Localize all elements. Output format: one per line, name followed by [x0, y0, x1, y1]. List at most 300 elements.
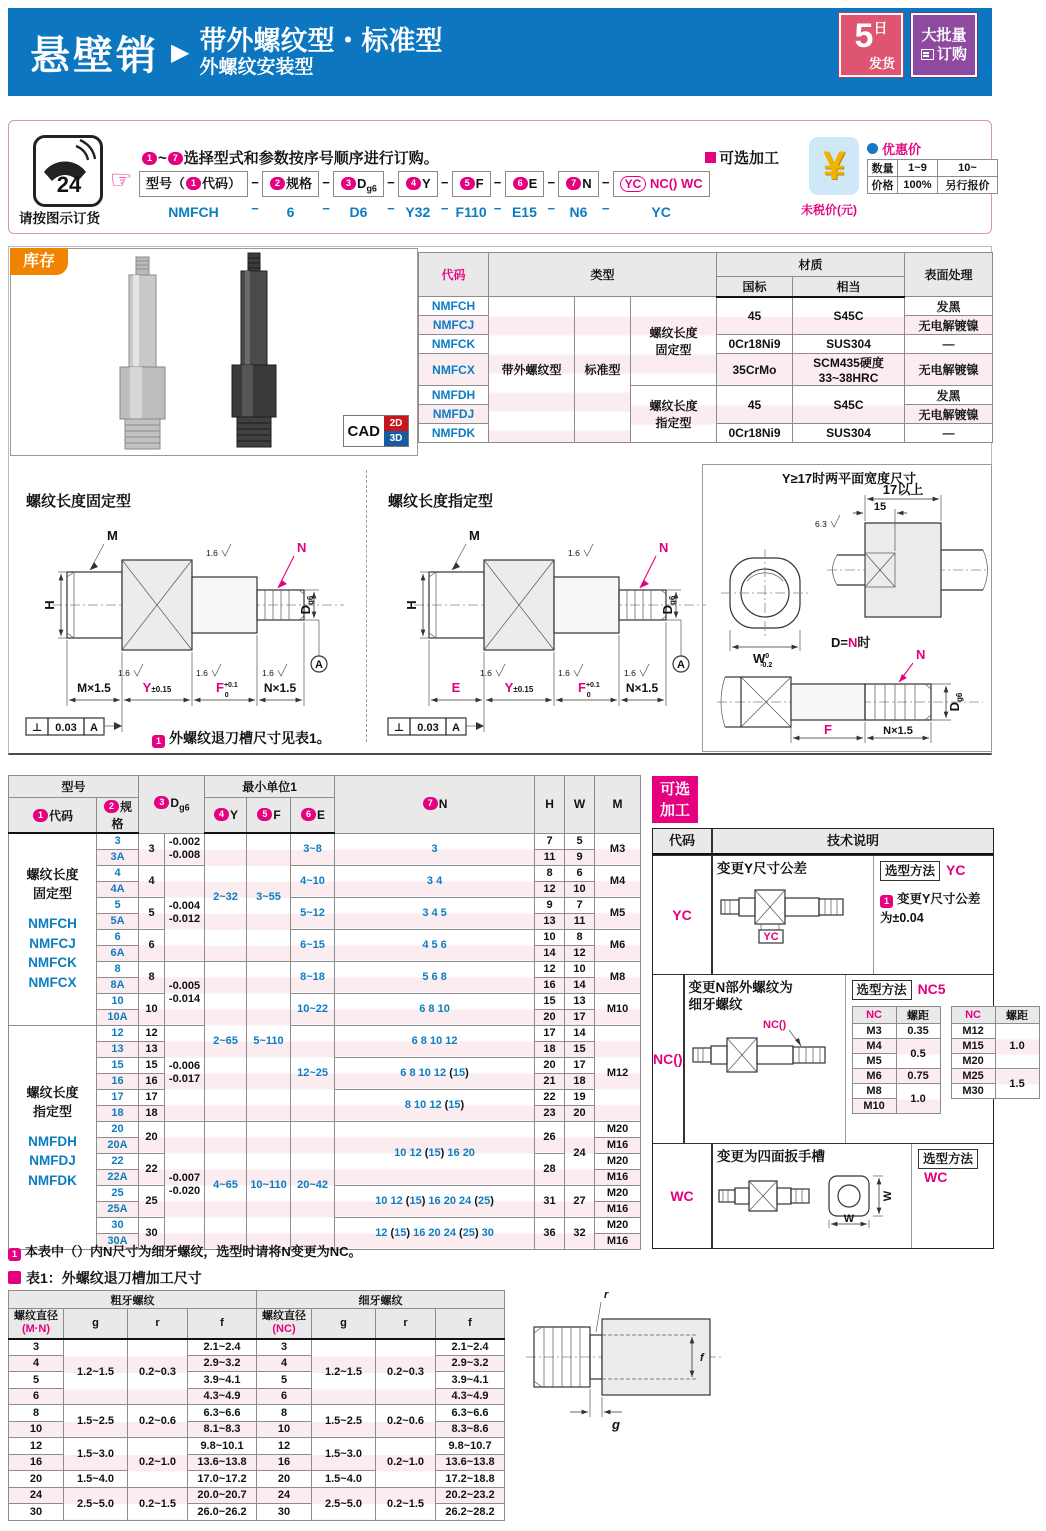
table-cell: 螺纹长度 指定型 NMFDH NMFDJ NMFDK [9, 1025, 97, 1249]
table-cell: M5 [852, 1054, 896, 1069]
table-cell: 0.2~1.5 [376, 1487, 436, 1520]
table-cell: 10 [139, 993, 165, 1025]
optional-badge: 可选 加工 [652, 776, 698, 823]
svg-text:Y≥17时两平面宽度尺寸: Y≥17时两平面宽度尺寸 [781, 471, 917, 486]
table-cell: 16 [97, 1073, 139, 1089]
spec-table [8, 775, 641, 1250]
table-cell: 6 8 10 [335, 993, 535, 1025]
table-cell: 6 8 10 12 [335, 1025, 535, 1057]
table-cell: 12~25 [291, 1025, 335, 1121]
table-cell: 0.2~1.5 [128, 1487, 188, 1520]
table-cell: 8A [97, 977, 139, 993]
table-cell: 8.3~8.6 [436, 1421, 505, 1438]
table-cell: 0.2~0.6 [128, 1405, 188, 1438]
table-cell: 2.5~5.0 [312, 1487, 376, 1520]
svg-text:A: A [90, 722, 98, 734]
column-header: 4 Y [205, 798, 247, 834]
nc-wc-options: NC() WC [649, 176, 703, 191]
table-cell: 20 [565, 1105, 595, 1121]
table-cell: 32 [565, 1217, 595, 1249]
table-cell: 45 [717, 297, 793, 335]
svg-text:Dg6: $D_{g6}$ [947, 692, 964, 712]
circled-number: 1 [142, 152, 157, 165]
code-example: N6 [569, 204, 588, 220]
table1 [8, 1290, 505, 1521]
table-cell: 17.2~18.8 [436, 1471, 505, 1488]
table-cell: 18 [565, 1073, 595, 1089]
table-cell: M4 [595, 865, 641, 897]
table-cell: M20 [595, 1217, 641, 1233]
order-instruction: 1 ~ 7 选择型式和参数按序号顺序进行订购。 [141, 147, 439, 168]
table-cell: M16 [595, 1169, 641, 1185]
circled-number: 2 [270, 177, 285, 190]
table-cell: 20 [535, 1057, 565, 1073]
column-header: 螺距 [896, 1007, 940, 1024]
svg-text:Dg6: $D_{g6}$ [298, 595, 315, 615]
dash-separator: − − [322, 175, 330, 216]
table-cell: 12 [97, 1025, 139, 1041]
table-cell: 9 [565, 849, 595, 865]
table-cell: 30A [97, 1233, 139, 1249]
table-cell: 8 [257, 1405, 312, 1422]
table-cell: 6A [97, 945, 139, 961]
column-header: r [128, 1309, 188, 1339]
table-cell: 9.8~10.1 [188, 1438, 257, 1455]
table-cell: 8.1~8.3 [188, 1421, 257, 1438]
column-header: 1 代码 [9, 798, 97, 834]
column-header: r [376, 1309, 436, 1339]
table-cell: 4 [139, 865, 165, 897]
table-cell: 6 [565, 865, 595, 881]
table-cell: M20 [595, 1121, 641, 1137]
table-cell: 0.2~0.3 [376, 1339, 436, 1405]
yc-option: YC [620, 176, 647, 192]
circled-number: 3 [341, 177, 356, 190]
column-header: g [64, 1309, 128, 1339]
material-table [418, 252, 993, 443]
circled-number: 5 [257, 808, 272, 821]
optional-row-wc [653, 1143, 993, 1248]
dash-separator: − − [251, 175, 259, 216]
svg-text:W0-0.2: $W^0$ -0.2 [753, 651, 773, 669]
table-cell: M20 [951, 1054, 995, 1069]
table-cell: 3 [335, 833, 535, 865]
table-cell: M16 [595, 1233, 641, 1249]
optional-table [652, 828, 1029, 1249]
table-cell: 13 [139, 1041, 165, 1057]
table-cell: 30 [139, 1217, 165, 1249]
column-header: NC [852, 1007, 896, 1024]
method-value: YC [946, 862, 966, 878]
table-cell: 标准型 [575, 297, 631, 443]
table-cell: 4 [9, 1355, 64, 1372]
table-cell: 9 [535, 897, 565, 913]
table-cell: 20 [139, 1121, 165, 1153]
table-cell: M20 [595, 1153, 641, 1169]
table-cell: 1.0 [896, 1084, 940, 1114]
product-photo-box [10, 248, 418, 456]
table-cell: 5 [257, 1372, 312, 1389]
svg-text:17以上: 17以上 [882, 482, 924, 497]
product-photo-silver [120, 257, 165, 449]
table-cell: 22 [97, 1153, 139, 1169]
column-header: 螺纹直径 (M·N) [9, 1309, 64, 1339]
table-cell: NMFCJ [419, 316, 489, 335]
table-cell: 10 [9, 1421, 64, 1438]
table-cell: 5~110 [247, 961, 291, 1121]
table-cell: 3 [97, 833, 139, 849]
yen-icon: ¥ [809, 137, 859, 195]
table-cell: SUS304 [793, 424, 905, 443]
svg-text:g: g [612, 1417, 620, 1432]
table-cell: 20 [9, 1471, 64, 1488]
table-cell: 25 [97, 1185, 139, 1201]
table-cell: 15 [565, 1041, 595, 1057]
svg-text:F+0.10: $F^{+0.1}$ 0 [216, 680, 238, 699]
table-cell: 17.0~17.2 [188, 1471, 257, 1488]
circled-number: 4 [214, 808, 229, 821]
table-cell: 螺纹长度 指定型 [631, 386, 717, 443]
table-cell: 1~9 [898, 160, 938, 177]
column-header: NC [951, 1007, 995, 1024]
table-cell: 发黑 [905, 297, 993, 316]
table-cell: 无电解镀镍 [905, 316, 993, 335]
svg-text:A: A [452, 722, 460, 734]
table-cell: -0.004 -0.012 [165, 865, 205, 961]
table-cell: 11 [535, 849, 565, 865]
svg-text:1.6: 1.6 [206, 548, 218, 558]
column-header: 型号 [9, 776, 139, 798]
code-segment-box: 3 $D_{g6}$ [333, 171, 384, 197]
table-cell: 3.9~4.1 [436, 1372, 505, 1389]
table-cell: 17 [535, 1025, 565, 1041]
table-cell: 10 [97, 993, 139, 1009]
table-cell: S45C [793, 386, 905, 424]
column-header: f [436, 1309, 505, 1339]
table-cell: 25A [97, 1201, 139, 1217]
width-view-box [702, 464, 992, 752]
table-cell: 3 4 5 [335, 897, 535, 929]
table-cell: 5 6 8 [335, 961, 535, 993]
table-cell: 5 [9, 1372, 64, 1389]
table-cell: 20~42 [291, 1121, 335, 1249]
method-label: 选型方法 [918, 1149, 978, 1169]
order-code-column [139, 171, 248, 220]
table-cell: 2.1~2.4 [436, 1339, 505, 1356]
table-cell: 13 [535, 913, 565, 929]
table-cell: 6 [97, 929, 139, 945]
dash-separator: − − [387, 175, 395, 216]
svg-text:N×1.5: N×1.5 [625, 681, 659, 695]
svg-text:N: N [297, 540, 307, 555]
svg-text:H: H [42, 600, 57, 610]
desc-column-header: 技术说明 [826, 833, 879, 848]
table-cell: 4A [97, 881, 139, 897]
code-example: D6 [349, 204, 368, 220]
table-cell: 24 [565, 1121, 595, 1185]
method-label: 选型方法 [852, 980, 912, 1000]
svg-text:1.6: 1.6 [568, 548, 580, 558]
table-cell: S45C [793, 297, 905, 335]
svg-text:6.3: 6.3 [815, 519, 827, 529]
table-cell: 27 [565, 1185, 595, 1217]
table-cell: 0.5 [896, 1039, 940, 1069]
table-cell: 30 [9, 1504, 64, 1521]
table-cell: 15 [97, 1057, 139, 1073]
cad-2d-label: 2D [384, 416, 408, 431]
table-cell: 10A [97, 1009, 139, 1025]
table-cell: M10 [595, 993, 641, 1025]
svg-text:H: H [404, 600, 419, 610]
fixed-type-diagram [12, 460, 362, 757]
table-cell: 20A [97, 1137, 139, 1153]
table-cell: 6.3~6.6 [188, 1405, 257, 1422]
table-cell: 5 [97, 897, 139, 913]
svg-text:1.6: 1.6 [118, 668, 130, 678]
svg-text:M: M [469, 528, 480, 543]
code-example: Y32 [405, 204, 431, 220]
circled-number: 1 [33, 809, 48, 822]
optional-row-nc [653, 974, 1029, 1143]
table-cell: 12 [9, 1438, 64, 1455]
table-cell: 1.2~1.5 [64, 1339, 128, 1405]
table-cell: 10 [565, 881, 595, 897]
circled-number: 4 [406, 177, 421, 190]
table-cell: 0.2~1.0 [376, 1438, 436, 1488]
table-cell: 45 [717, 386, 793, 424]
column-header: 螺距 [995, 1007, 1039, 1024]
ship-label: 发货 [868, 55, 895, 71]
column-header: 代码 [419, 253, 489, 297]
table-cell: -0.002 -0.008 [165, 833, 205, 865]
table-cell: 13 [97, 1041, 139, 1057]
table-cell: 2~65 [205, 961, 247, 1121]
order-code-column [398, 171, 438, 220]
table-cell: M3 [852, 1024, 896, 1039]
table-cell: 13.6~13.8 [436, 1454, 505, 1471]
page-title: 悬壁销 [30, 33, 159, 78]
table-cell: SUS304 [793, 335, 905, 354]
nc-label: NC() [762, 1018, 786, 1031]
table-cell: 20.2~23.2 [436, 1487, 505, 1504]
table-cell: 22A [97, 1169, 139, 1185]
w-label-horizontal: W [843, 1212, 855, 1225]
table-cell: 8 [97, 961, 139, 977]
title-arrow-icon: ▶ [171, 38, 190, 66]
table-cell: 价格 [868, 177, 898, 194]
table-cell: 3 [257, 1339, 312, 1356]
table-cell: 35CrMo [717, 354, 793, 386]
table-cell: 7 [535, 833, 565, 849]
svg-text:A: A [677, 659, 685, 671]
svg-text:螺纹长度指定型: 螺纹长度指定型 [388, 493, 494, 510]
method-value: WC [924, 1169, 948, 1185]
svg-text:M×1.5: M×1.5 [77, 681, 111, 695]
column-header: 国标 [717, 277, 793, 297]
nc-diagram [689, 1014, 833, 1084]
table-cell: 4 5 6 [335, 929, 535, 961]
column-header: 类型 [489, 253, 717, 297]
order-code-column [505, 171, 545, 220]
table-cell: 6.3~6.6 [436, 1405, 505, 1422]
svg-text:1.6: 1.6 [262, 668, 274, 678]
svg-text:F: F [824, 722, 832, 737]
table-cell: 17 [565, 1009, 595, 1025]
ordering-section [8, 120, 992, 234]
table-cell: 20.0~20.7 [188, 1487, 257, 1504]
table-cell: 2.5~5.0 [64, 1487, 128, 1520]
cad-label: CAD [347, 422, 380, 440]
svg-text:M: M [107, 528, 118, 543]
phone-icon [33, 135, 103, 207]
optional-code-box [613, 171, 710, 197]
circled-number: 6 [301, 808, 316, 821]
table-cell: M5 [595, 897, 641, 929]
column-header: g [312, 1309, 376, 1339]
table-cell: 无电解镀镍 [905, 405, 993, 424]
table-cell: 15 [139, 1057, 165, 1073]
table-cell: 4~10 [291, 865, 335, 897]
table-cell: 1.5~3.0 [312, 1438, 376, 1471]
tax-note: 未税价(元) [801, 203, 857, 217]
phone-24-label: 24 [56, 172, 82, 197]
option-code: WC [653, 1144, 713, 1248]
option-title: 变更为四面扳手槽 [717, 1149, 825, 1164]
table-cell: 18 [139, 1105, 165, 1121]
code-column-header: 代码 [653, 829, 713, 853]
column-header: f [188, 1309, 257, 1339]
optional-row-yc [653, 855, 993, 974]
subtitle-main: 带外螺纹型・标准型 [199, 25, 443, 56]
table-cell: 4.3~4.9 [188, 1388, 257, 1405]
table-cell: M10 [852, 1099, 896, 1114]
width-view-diagram [703, 465, 991, 754]
column-header: 细牙螺纹 [257, 1291, 505, 1309]
table-cell: 11 [565, 913, 595, 929]
option-title: 变更Y尺寸公差 [717, 861, 808, 876]
table-cell: 发黑 [905, 386, 993, 405]
optional-process-flag: 可选加工 [705, 147, 779, 168]
table-cell: 18 [535, 1041, 565, 1057]
table-cell: 10~22 [291, 993, 335, 1025]
table-cell: 10~110 [247, 1121, 291, 1249]
table-cell: 5A [97, 913, 139, 929]
circled-number: 3 [154, 796, 169, 809]
table-cell: 19 [565, 1089, 595, 1105]
table-cell: 2~32 [205, 833, 247, 961]
bulk-order-badge [910, 12, 978, 78]
column-header: 螺纹直径 (NC) [257, 1309, 312, 1339]
cad-badge [343, 415, 410, 447]
price-table [867, 159, 998, 194]
table-cell: 0Cr18Ni9 [717, 424, 793, 443]
table-cell: 10 12 (15) 16 20 24 (25) [335, 1185, 535, 1217]
subtitle-sub: 外螺纹安装型 [199, 56, 314, 78]
svg-text:r: r [604, 1289, 609, 1301]
table-cell: 28 [535, 1153, 565, 1185]
table-cell: -0.007 -0.020 [165, 1121, 205, 1249]
table-cell: 12 [139, 1025, 165, 1041]
table-cell: 30 [257, 1504, 312, 1521]
specified-type-diagram [374, 460, 724, 757]
table-cell: 1.0 [995, 1024, 1039, 1069]
table-cell: 8 [9, 1405, 64, 1422]
table-cell: 24 [9, 1487, 64, 1504]
table-cell: 6 [9, 1388, 64, 1405]
table-cell: 6 [139, 929, 165, 961]
table-cell: 8 [139, 961, 165, 993]
table-cell: 6 [257, 1388, 312, 1405]
option-title: 变更N部外螺纹为 细牙螺纹 [688, 980, 793, 1012]
table-cell: M12 [595, 1025, 641, 1121]
table-cell: 0.35 [896, 1024, 940, 1039]
table1-caption-icon [8, 1271, 21, 1284]
table-cell: 16 [9, 1454, 64, 1471]
table-cell: M6 [595, 929, 641, 961]
svg-text:⊥: ⊥ [393, 722, 405, 734]
svg-text:1.6: 1.6 [480, 668, 492, 678]
column-header: 7 N [335, 776, 535, 834]
svg-text:⊥: ⊥ [31, 722, 43, 734]
product-photo-black [232, 253, 276, 447]
table-cell: 12 [257, 1438, 312, 1455]
table-cell: 3.9~4.1 [188, 1372, 257, 1389]
wc-diagram [717, 1166, 899, 1232]
table-cell: 8~18 [291, 961, 335, 993]
code-example: E15 [511, 204, 537, 220]
svg-text:F+0.10: $F^{+0.1}$ 0 [578, 680, 600, 699]
table-cell: NMFCK [419, 335, 489, 354]
table-cell: 10~ [938, 160, 998, 177]
table-cell: 0.2~1.0 [128, 1438, 188, 1488]
option-note: 1 变更Y尺寸公差为±0.04 [880, 892, 981, 925]
table-cell: 0.75 [896, 1069, 940, 1084]
table-cell: 18 [97, 1105, 139, 1121]
column-header: 5 F [247, 798, 291, 834]
column-header: 2 规格 [97, 798, 139, 834]
table-cell: 26.0~26.2 [188, 1504, 257, 1521]
order-code-column [333, 171, 384, 220]
svg-text:N×1.5: N×1.5 [883, 725, 913, 737]
table-cell: 4~65 [205, 1121, 247, 1249]
table-cell: NMFCX [419, 354, 489, 386]
code-segment-box: 4 Y [398, 171, 438, 197]
svg-text:1.6: 1.6 [196, 668, 208, 678]
method-label: 选型方法 [880, 861, 940, 881]
table-cell: 4 [97, 865, 139, 881]
table-cell: 22 [535, 1089, 565, 1105]
table-cell: 6 8 10 12 (15) [335, 1057, 535, 1089]
table-cell: — [905, 335, 993, 354]
table-cell: 螺纹长度 固定型 NMFCH NMFCJ NMFCK NMFCX [9, 833, 97, 1025]
table-cell: M25 [951, 1069, 995, 1084]
code-example: F110 [455, 204, 487, 220]
table-cell: 5 [565, 833, 595, 849]
table-cell: 1.5~2.5 [64, 1405, 128, 1438]
svg-text:1.6: 1.6 [624, 668, 636, 678]
table-cell: 2.9~3.2 [188, 1355, 257, 1372]
option-code: YC [653, 856, 713, 974]
table-cell: M3 [595, 833, 641, 865]
svg-text:螺纹长度固定型: 螺纹长度固定型 [26, 493, 132, 510]
table-cell: 13.6~13.8 [188, 1454, 257, 1471]
table-cell: 100% [898, 177, 938, 194]
table-cell: 1.5~2.5 [312, 1405, 376, 1438]
table-cell: 17 [97, 1089, 139, 1105]
table-cell: 3~55 [247, 833, 291, 961]
code-segment-box: 7 N [558, 171, 598, 197]
ship-days-unit: 日 [873, 19, 888, 36]
